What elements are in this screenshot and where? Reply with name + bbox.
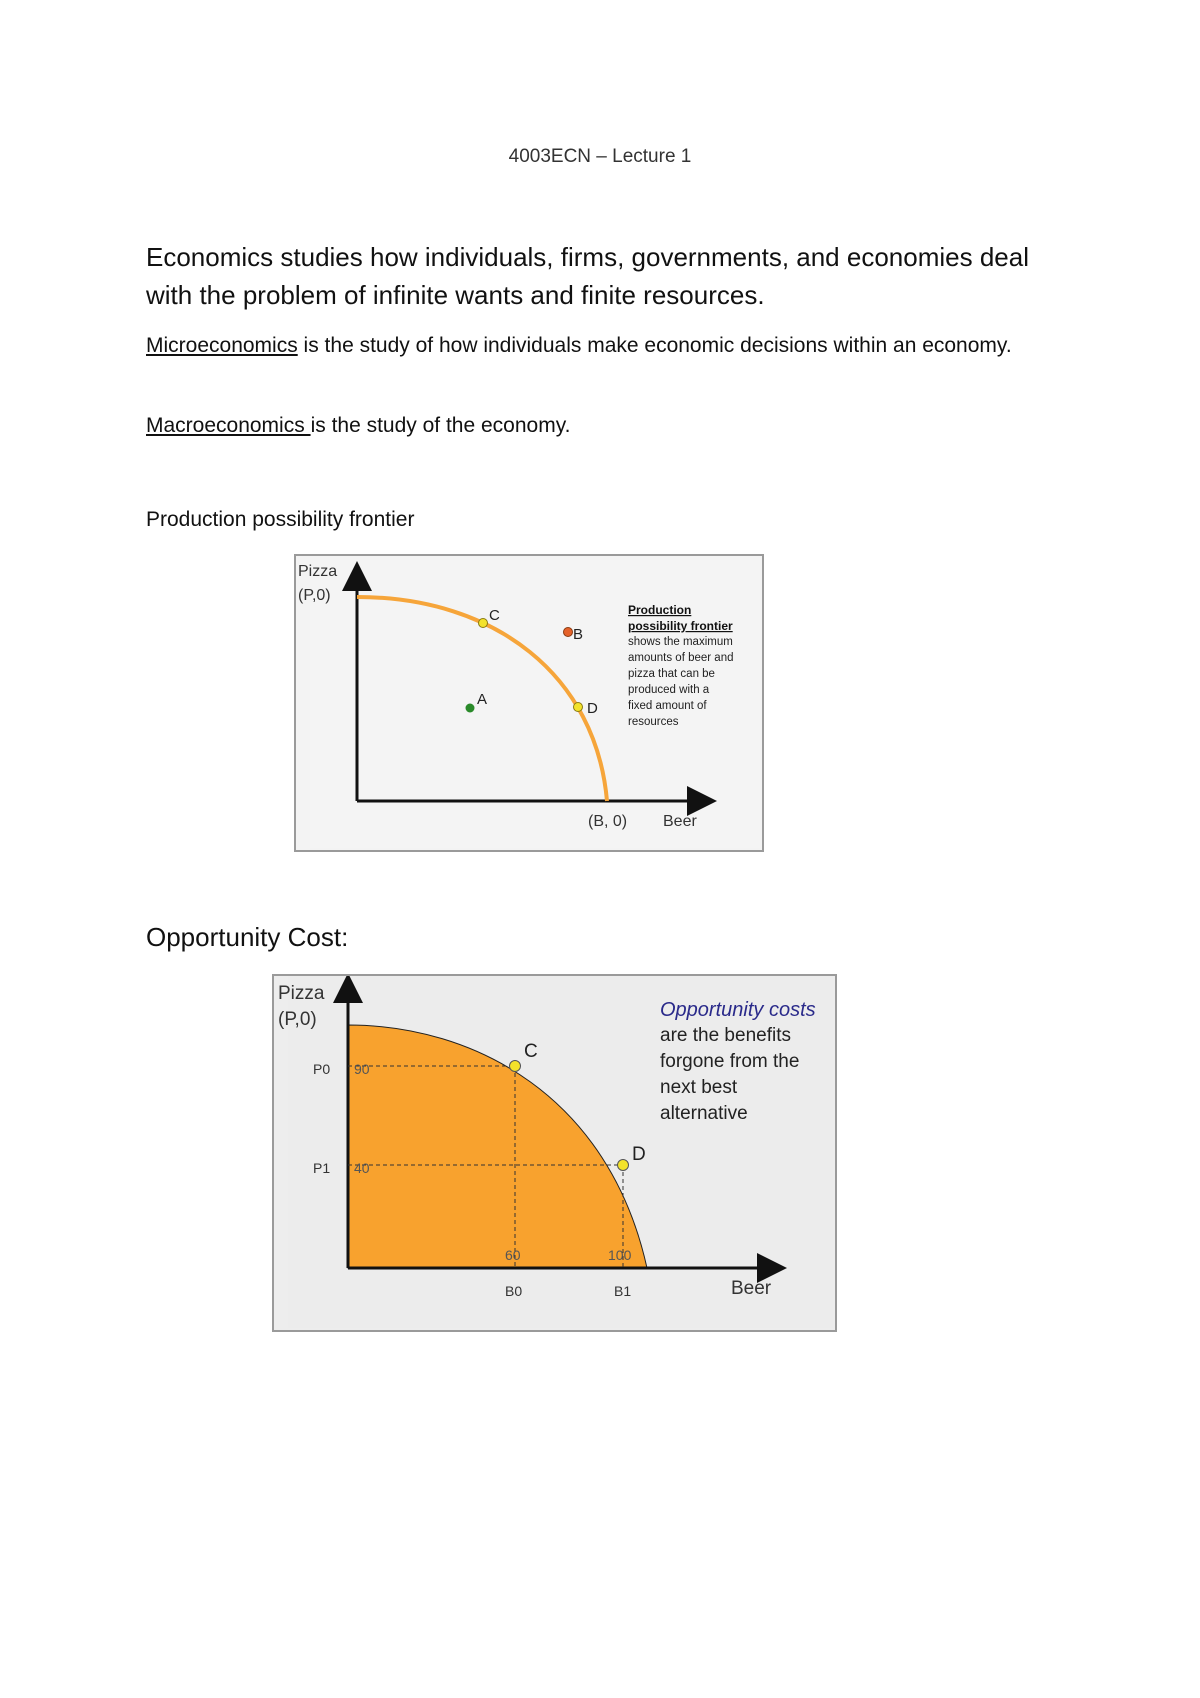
ppf-point-d-label: D: [587, 700, 598, 717]
oc-description-line: forgone from the: [660, 1051, 800, 1072]
oc-p0-tick: 90: [354, 1061, 370, 1077]
ppf-description-line: shows the maximum: [628, 636, 733, 648]
oc-description-line: next best: [660, 1077, 738, 1098]
intro-paragraph: Economics studies how individuals, firms, governments, and economies deal with the problem of infinite wants and finite resources.: [146, 242, 1029, 310]
oc-b1-tick: 100: [608, 1247, 632, 1263]
oc-p1-tick: 40: [354, 1160, 370, 1176]
oc-b0-tick: 60: [505, 1247, 521, 1263]
ppf-heading: Production possibility frontier: [146, 508, 415, 531]
ppf-x-intercept-label: (B, 0): [588, 813, 628, 830]
oc-b0-label: B0: [505, 1283, 523, 1299]
macroeconomics-term: Macroeconomics: [146, 414, 311, 437]
oc-description-line: are the benefits: [660, 1025, 791, 1046]
ppf-description-line: fixed amount of: [628, 700, 707, 712]
microeconomics-term: Microeconomics: [146, 334, 298, 357]
oc-y-axis-label: Pizza: [278, 983, 325, 1004]
microeconomics-definition: [146, 330, 1016, 362]
ppf-figure: [294, 554, 764, 852]
oc-x-axis-label: Beer: [731, 1278, 772, 1299]
ppf-point-a-label: A: [477, 691, 488, 708]
oc-p0-label: P0: [313, 1061, 331, 1077]
oc-b1-label: B1: [614, 1283, 632, 1299]
oc-point-c-label: C: [524, 1041, 538, 1062]
ppf-point-c-label: C: [489, 607, 500, 624]
ppf-description-line: produced with a: [628, 684, 710, 696]
oc-description-line: alternative: [660, 1103, 748, 1124]
oc-p1-label: P1: [313, 1160, 331, 1176]
ppf-description-line: pizza that can be: [628, 668, 715, 680]
ppf-description-line: resources: [628, 716, 679, 728]
ppf-y-axis-label: Pizza: [298, 563, 338, 580]
macroeconomics-definition: [146, 410, 1016, 442]
oc-y-intercept-label: (P,0): [278, 1009, 317, 1030]
page-header: 4003ECN – Lecture 1: [508, 146, 692, 167]
ppf-description-title-1: Production: [628, 603, 692, 617]
oc-point-d-label: D: [632, 1144, 646, 1165]
ppf-description-line: amounts of beer and: [628, 652, 734, 664]
macroeconomics-text: is the study of the economy.: [310, 414, 571, 437]
ppf-description-title-2: possibility frontier: [628, 619, 733, 633]
oc-description-title: Opportunity costs: [660, 999, 816, 1021]
ppf-point-b-label: B: [573, 626, 584, 643]
ppf-x-axis-label: Beer: [663, 813, 697, 830]
opportunity-cost-heading: Opportunity Cost:: [146, 922, 349, 952]
microeconomics-text: is the study of how individuals make economic decisions within an economy.: [297, 334, 1012, 357]
ppf-y-intercept-label: (P,0): [298, 587, 331, 604]
opportunity-cost-figure: [272, 974, 837, 1332]
